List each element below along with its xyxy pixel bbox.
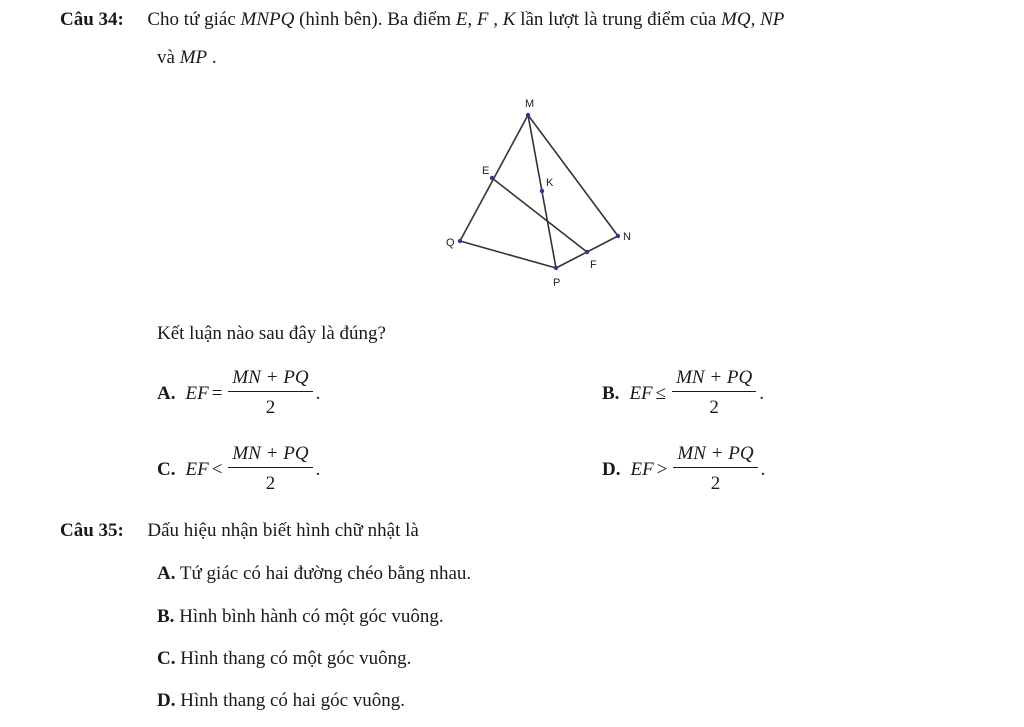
q34-option-a[interactable]	[157, 367, 320, 420]
q35-stem: Dấu hiệu nhận biết hình chữ nhật là	[147, 520, 419, 541]
q34-stem-line2-post: .	[207, 47, 217, 68]
option-letter: B.	[157, 606, 175, 627]
q34-option-d[interactable]	[602, 443, 765, 496]
option-text: Tứ giác có hai đường chéo bằng nhau.	[179, 563, 472, 584]
fraction-numerator: MN + PQ	[228, 443, 312, 468]
label-q: Q	[446, 237, 455, 249]
q34-stem-line2-seg: MP	[179, 47, 208, 68]
option-relation: ≤	[655, 382, 667, 404]
fraction-denominator: 2	[709, 397, 719, 418]
option-letter: A.	[157, 563, 176, 584]
option-letter: D.	[157, 690, 176, 711]
q34-stem-post: lần lượt là trung điểm của	[515, 9, 722, 30]
option-letter: A.	[157, 382, 176, 404]
option-end: .	[759, 382, 764, 404]
point-e	[490, 176, 494, 180]
point-m	[526, 113, 530, 117]
point-f	[585, 250, 589, 254]
label-m: M	[525, 98, 535, 110]
option-fraction	[673, 443, 757, 496]
q34-stem-line2	[157, 46, 217, 70]
fraction-numerator: MN + PQ	[672, 367, 756, 392]
q34-stem-pre: Cho tứ giác	[147, 9, 241, 30]
quadrilateral-figure	[430, 90, 650, 290]
q34-quad: MNPQ	[240, 9, 295, 30]
option-text: Hình bình hành có một góc vuông.	[179, 606, 444, 627]
option-letter: D.	[602, 458, 621, 480]
fraction-numerator: MN + PQ	[673, 443, 757, 468]
label-f: F	[590, 259, 597, 271]
option-fraction	[228, 443, 312, 496]
label-e: E	[482, 165, 490, 177]
segment-ef	[492, 178, 587, 252]
option-lhs: EF	[630, 458, 654, 480]
q34-stem-mid: (hình bên). Ba điểm	[294, 9, 456, 30]
q35-option-b[interactable]	[157, 605, 444, 629]
option-fraction	[228, 367, 312, 420]
option-text: Hình thang có một góc vuông.	[180, 648, 412, 669]
point-q	[458, 239, 462, 243]
option-fraction	[672, 367, 756, 420]
fraction-denominator: 2	[710, 473, 721, 494]
label-k: K	[546, 177, 554, 189]
option-relation: <	[211, 458, 223, 480]
fraction-denominator: 2	[265, 397, 276, 418]
q34-points: E, F , K	[455, 9, 516, 30]
q34-stem-line2-pre: và	[157, 47, 180, 68]
point-k	[540, 189, 544, 193]
option-end: .	[760, 458, 766, 480]
q34-prompt: Kết luận nào sau đây là đúng?	[157, 323, 386, 344]
option-relation: >	[656, 458, 668, 480]
q35-stem-line	[60, 519, 419, 543]
option-lhs: EF	[185, 382, 209, 404]
option-end: .	[315, 458, 321, 480]
q35-option-a[interactable]	[157, 562, 471, 586]
q34-label: Câu 34:	[60, 9, 124, 30]
q35-option-d[interactable]	[157, 689, 405, 713]
fraction-numerator: MN + PQ	[228, 367, 312, 392]
option-letter: C.	[157, 648, 176, 669]
option-lhs: EF	[185, 458, 209, 480]
q34-option-b[interactable]	[602, 367, 764, 420]
segment-mn	[528, 115, 618, 236]
label-p: P	[553, 277, 561, 289]
point-n	[616, 234, 620, 238]
option-relation: =	[211, 382, 223, 404]
option-letter: C.	[157, 458, 176, 480]
fraction-denominator: 2	[265, 473, 276, 494]
option-text: Hình thang có hai góc vuông.	[180, 690, 406, 711]
option-letter: B.	[602, 382, 620, 404]
q35-label: Câu 35:	[60, 520, 124, 541]
point-p	[554, 266, 558, 270]
option-lhs: EF	[629, 382, 653, 404]
q34-option-c[interactable]	[157, 443, 320, 496]
segment-qp	[460, 241, 556, 268]
q34-stem-line1	[60, 8, 784, 32]
option-end: .	[315, 382, 321, 404]
q34-segments: MQ, NP	[721, 9, 785, 30]
q35-option-c[interactable]	[157, 647, 411, 671]
label-n: N	[623, 231, 631, 243]
